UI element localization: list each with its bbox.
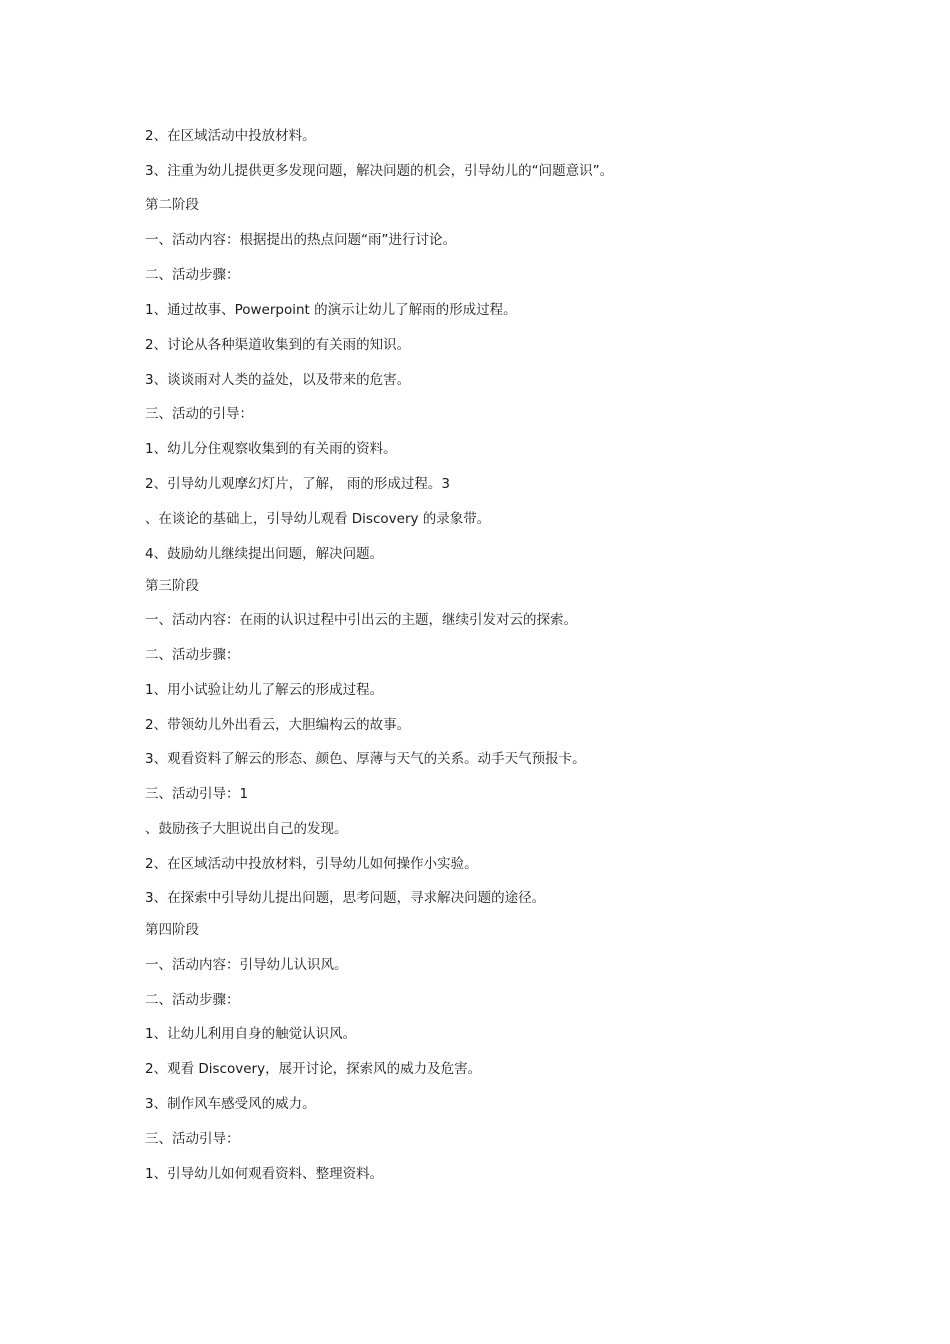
- paragraph-line: 一、活动内容：引导幼儿认识风。: [145, 957, 348, 973]
- paragraph-line: 三、活动的引导：: [145, 406, 253, 422]
- paragraph-line: 、在谈论的基础上，引导幼儿观看 Discovery 的录象带。: [145, 511, 491, 527]
- paragraph-line: 二、活动步骤：: [145, 647, 240, 663]
- paragraph-line: 2、在区域活动中投放材料，引导幼儿如何操作小实验。: [145, 856, 478, 872]
- section-heading: 第三阶段: [145, 578, 199, 594]
- paragraph-line: 一、活动内容：在雨的认识过程中引出云的主题，继续引发对云的探索。: [145, 612, 577, 628]
- paragraph-line: 二、活动步骤：: [145, 992, 240, 1008]
- paragraph-line: 2、观看 Discovery，展开讨论，探索风的威力及危害。: [145, 1061, 482, 1077]
- paragraph-line: 1、让幼儿利用自身的触觉认识风。: [145, 1026, 357, 1042]
- paragraph-line: 三、活动引导：1: [145, 786, 249, 802]
- paragraph-line: 一、活动内容：根据提出的热点问题“雨”进行讨论。: [145, 232, 456, 248]
- paragraph-line: 2、在区域活动中投放材料。: [145, 128, 316, 144]
- paragraph-line: 1、用小试验让幼儿了解云的形成过程。: [145, 682, 384, 698]
- section-heading: 第四阶段: [145, 922, 199, 938]
- paragraph-line: 、鼓励孩子大胆说出自己的发现。: [145, 821, 348, 837]
- paragraph-line: 3、谈谈雨对人类的益处，以及带来的危害。: [145, 372, 411, 388]
- paragraph-line: 二、活动步骤：: [145, 267, 240, 283]
- section-heading: 第二阶段: [145, 197, 199, 213]
- paragraph-line: 1、引导幼儿如何观看资料、整理资料。: [145, 1166, 384, 1182]
- paragraph-line: 三、活动引导：: [145, 1131, 240, 1147]
- paragraph-line: 3、制作风车感受风的威力。: [145, 1096, 316, 1112]
- paragraph-line: 2、讨论从各种渠道收集到的有关雨的知识。: [145, 337, 411, 353]
- paragraph-line: 3、在探索中引导幼儿提出问题，思考问题，寻求解决问题的途径。: [145, 890, 546, 906]
- paragraph-line: 3、注重为幼儿提供更多发现问题，解决问题的机会，引导幼儿的“问题意识”。: [145, 163, 614, 179]
- paragraph-line: 1、通过故事、Powerpoint 的演示让幼儿了解雨的形成过程。: [145, 302, 517, 318]
- paragraph-line: 2、引导幼儿观摩幻灯片，了解， 雨的形成过程。3: [145, 476, 450, 492]
- paragraph-line: 2、带领幼儿外出看云，大胆编构云的故事。: [145, 717, 411, 733]
- paragraph-line: 4、鼓励幼儿继续提出问题，解决问题。: [145, 546, 384, 562]
- paragraph-line: 1、幼儿分住观察收集到的有关雨的资料。: [145, 441, 397, 457]
- paragraph-line: 3、观看资料了解云的形态、颜色、厚薄与天气的关系。动手天气预报卡。: [145, 751, 586, 767]
